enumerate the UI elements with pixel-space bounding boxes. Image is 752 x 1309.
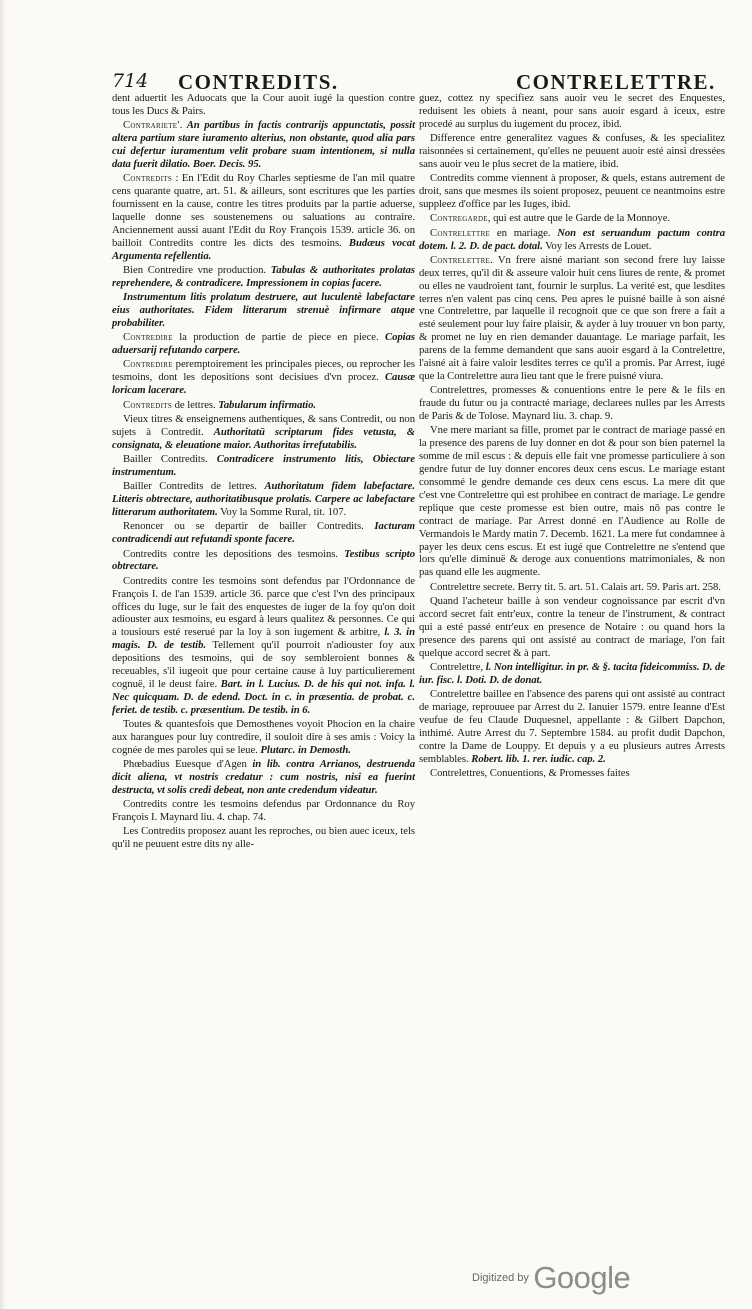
entry-paragraph xyxy=(112,520,415,546)
page-number: 714 xyxy=(112,70,149,92)
entry-paragraph xyxy=(419,767,725,780)
entry-paragraph xyxy=(419,581,725,594)
entry-paragraph xyxy=(112,798,415,824)
entry-text: guez, cottez ny specifiez sans auoir veu le secret des Enquestes, reduisent les obiets à neant, pour sans auoir esgard à iceux, estre procedé au surplus du iugement du procez, ibid. xyxy=(419,92,725,130)
entry-paragraph xyxy=(112,399,415,412)
latin-citation: Robert. lib. 1. rer. iudic. cap. 2. xyxy=(471,752,606,765)
entry-text: peremptoirement les principales pieces, ou reprocher les tesmoins, dont les depositions sont decisiues d'vn procez. xyxy=(112,358,415,384)
latin-citation: An partibus in factis contrarijs appunctatis, possit altera partium stare iuramento alterius, non obstante, quod alia pars cui defertur iuramentum velit probare suam intentionem, si nulla data fuerit dilatio. Boer. Decis. 95. xyxy=(112,119,415,170)
latin-citation: Budæus vocat Argumenta refellentia. xyxy=(112,236,415,262)
entry-headword: Contrelettre xyxy=(430,226,491,239)
latin-citation: Bart. in l. Lucius. D. de his qui not. infa. l. Nec quicquam. D. de edend. Doct. in c. in præsentia. de probat. c. feriet. de testib. c. præsentium. De testib. in 6. xyxy=(112,677,415,716)
entry-headword: Contredits xyxy=(123,398,173,411)
entry-paragraph xyxy=(112,575,415,717)
digitized-by-google-watermark xyxy=(472,1260,630,1296)
entry-text: Les Contredits proposez auant les reproches, ou bien auec iceux, tels qu'il ne peuuent estre dits ny alle- xyxy=(112,825,415,851)
entry-headword: Contredire xyxy=(123,331,173,344)
entry-paragraph xyxy=(112,358,415,397)
entry-text: Contredits contre les depositions des tesmoins. xyxy=(123,547,345,560)
entry-paragraph xyxy=(112,172,415,262)
entry-paragraph xyxy=(112,264,415,290)
entry-paragraph xyxy=(112,119,415,171)
google-logo: Google xyxy=(533,1260,631,1295)
entry-text: Bailler Contredits. xyxy=(123,452,217,465)
entry-text: Contredits contre les tesmoins sont defendus par l'Ordonnance de François I. de l'an 1539. article 36. parce que c'est l'vn des principaux offices du Iuge, sur le fait des enquestes de iuger de la foy qu'on doit adiouster aux tesmoins, eu esgard à leurs qualitez & personnes. Ce qui a tousiours esté reserué par la loy à son iugement & arbitre, xyxy=(112,574,415,639)
entry-text: de lettres. xyxy=(172,398,219,411)
latin-citation: Iacturam contradicendi aut refutandi sponte facere. xyxy=(112,520,415,546)
left-column xyxy=(112,92,415,853)
entry-text: Quand l'acheteur baille à son vendeur cognoissance par escrit d'vn accord secret fait entr'eux, contre la teneur de l'instrument, & contract qui a esté passé entr'eux en presence de Notaire : ou quand hors la presence des parens qui ont assisté au contract de mariage, l'on fait quelque accord secret & à part. xyxy=(419,594,725,659)
entry-text: Voy les Arrests de Louet. xyxy=(542,239,652,252)
entry-text: dent aduertit les Aduocats que la Cour auoit iugé la question contre tous les Ducs & Pairs. xyxy=(112,92,415,117)
latin-citation: Testibus scripto obtrectare. xyxy=(112,547,415,573)
entry-text: Contrelettres, Conuentions, & Promesses faites xyxy=(430,766,630,779)
entry-paragraph xyxy=(419,227,725,253)
entry-text: Contrelettre baillee en l'absence des parens qui ont assisté au contract de mariage, reprouuee par Arrest du 2. Ianuier 1579. entre Ieanne d'Est veufue de feu Claude Duquesnel, appellante : & Gilbert Dapchon, inthimé. Autre Arrest du 7. Septembre 1584. au profit dudit Dapchon, contre la Dame de Louppy. Et depuis y a eu plusieurs autres Arrests semblables. xyxy=(419,688,725,765)
entry-paragraph xyxy=(419,132,725,171)
latin-citation: Authoritatum fidem labefactare. Litteris obtrectare, authoritatibusque prolatis. Carpere ac labefactare litterarum authoritatem. xyxy=(112,480,415,518)
entry-headword: Contregarde xyxy=(430,212,488,225)
entry-text: Contrelettres, promesses & conuentions entre le pere & le fils en fraude du futur ou ja contracté mariage, declarees nulles par les Arrests de Paris & de Tolose. Maynard liu. 3. chap. 9. xyxy=(419,384,725,423)
latin-citation: Instrumentum litis prolatum destruere, aut luculentè labefactare eius authoritates. Fidem litterarum strenuè infirmare atque probabiliter. xyxy=(112,291,415,329)
entry-text: Toutes & quantesfois que Demosthenes voyoit Phocion en la chaire aux harangues pour luy contredire, il souloit dire à ses amis : Voicy la cognée de mes paroles qui se leue. xyxy=(112,718,415,756)
entry-text: Phœbadius Euesque d'Agen xyxy=(123,758,253,771)
entry-text: Difference entre generalitez vagues & confuses, & les specialitez raisonnées si certainement, qu'elles ne peuuent auoir esté ainsi dressées sans auoir veu le plus secret de la matiere, ibid. xyxy=(419,132,725,170)
entry-text: Contredits comme viennent à proposer, & quels, estans autrement de droit, sans que mesmes ils soient proposez, peuuent ce neantmoins estre suppleez d'office par les Iuges, ibid. xyxy=(419,172,725,211)
entry-paragraph xyxy=(112,453,415,479)
entry-text: Tellement qu'il pourroit n'adiouster foy aux depositions des tesmoins, qui de soy sembleroient bonnes & receuables, s'il iugeoit que pour certaine cause à luy particulierement cognuë, il le deust faire. xyxy=(112,639,416,690)
entry-paragraph xyxy=(112,413,415,452)
latin-citation: Plutarc. in Demosth. xyxy=(260,743,351,756)
entry-paragraph xyxy=(419,661,725,687)
latin-citation: Tabularum infirmatio. xyxy=(218,398,317,411)
entry-paragraph xyxy=(419,688,725,765)
entry-headword: Contredire xyxy=(123,358,173,371)
entry-text: Voy la Somme Rural, tit. 107. xyxy=(217,506,347,518)
entry-text: Vne mere mariant sa fille, promet par le contract de mariage passé en la presence des parens de luy donner en dot & pour son bien paternel la somme de mil escus : & depuis elle fait vne promesse particuliere à son gendre futur de luy donner encores deux cens escus. Le mariage estant consommé le gendre demande ces deux cens escus. La mere dit que c'est vne Contrelettre qui est prohibee en contract de mariage. Le gendre replique que ceste promesse est bien outre, mais nō pas contre le contract de mariage. Par Arrest donné en l'Audience au Rolle de Vermandois le Mardy matin 7. Decemb. 1621. La mere fut condamnee à payer les deux cens escus. Et est iugé que Contrelettre ne s'entend que lors qu'elle diminuë & deroge aux conuentions matrimoniales, & non pas quand elle les augmente. xyxy=(419,424,725,579)
entry-text: Bien Contredire vne production. xyxy=(123,263,271,276)
entry-paragraph xyxy=(112,331,415,357)
entry-text: , qui est autre que le Garde de la Monnoye. xyxy=(487,212,671,225)
entry-headword: Contrariete'. xyxy=(123,119,183,132)
latin-citation: l. Non intelligitur. in pr. & §. tacita fideicommiss. D. de iur. fisc. l. Doti. D. de donat. xyxy=(419,660,726,686)
entry-paragraph xyxy=(112,825,415,851)
latin-citation: Authoritatū scriptarum fides vetusta, & consignata, & eleuatione maior. Authoritas irrefutabilis. xyxy=(112,425,415,451)
entry-text: Contredits contre les tesmoins defendus par Ordonnance du Roy François I. Maynard liu. 4. chap. 74. xyxy=(112,798,415,824)
entry-paragraph xyxy=(112,758,415,797)
entry-text: la production de partie de piece en piece. xyxy=(172,331,385,344)
latin-citation: Causæ loricam lacerare. xyxy=(112,371,415,397)
entry-text: en mariage. xyxy=(490,226,558,239)
entry-paragraph xyxy=(419,254,725,383)
entry-paragraph xyxy=(112,291,415,330)
entry-paragraph xyxy=(112,718,415,757)
latin-citation: Tabulas & authoritates prolatas reprehendere, & contradicere. Impressionem in copias facere. xyxy=(112,263,415,289)
entry-headword: Contredits xyxy=(123,172,173,185)
entry-text: Vieux titres & enseignemens authentiques, & sans Contredit, ou non sujets à Contredit. xyxy=(112,412,415,438)
entry-paragraph xyxy=(112,92,415,118)
entry-paragraph xyxy=(419,384,725,423)
running-head-left: CONTREDITS. xyxy=(178,70,339,94)
entry-paragraph xyxy=(419,595,725,660)
entry-headword: Contrelettre. xyxy=(430,253,494,266)
latin-citation: Contradicere instrumento litis, Obiectare instrumentum. xyxy=(112,452,415,478)
entry-text: Contrelettre secrete. Berry tit. 5. art. 51. Calais art. 59. Paris art. 258. xyxy=(430,580,721,593)
latin-citation: Copias aduersarij refutando carpere. xyxy=(112,331,415,357)
entry-text: Renoncer ou se departir de bailler Contredits. xyxy=(123,520,375,533)
entry-text: Vn frere aisné mariant son second frere luy laisse deux terres, qu'il dit & asseure valoir huit cens liures de rente, & promet ou elles ne vaudroient tant, fournir le surplus. La verité est, que lesdites terres n'en valent pas cinq cens. Peu apres le puisné baille à son aisné vne Contrelettre, par laquelle il recognoit que ce que son frere a fait a esté seulement pour luy faire plaisir, & ayder à luy trouuer vn bon party, & promet ne luy en rien demander dauantage. Le mariage parfait, les parens de la femme demandent que sans auoir esgard à la Contrelettre, l'aisné ait à faire valoir lesdites terres ce qu'il a promis. Par Arrest, iugé que la Contrelettre aura lieu tant que le frere puisné viura. xyxy=(419,253,725,382)
running-head-right: CONTRELETTRE. xyxy=(516,70,716,94)
entry-text: Bailler Contredits de lettres. xyxy=(123,480,265,493)
digitized-by-label: Digitized by xyxy=(472,1272,529,1284)
entry-paragraph xyxy=(419,212,725,225)
entry-paragraph xyxy=(419,92,725,131)
entry-paragraph xyxy=(419,424,725,579)
entry-paragraph xyxy=(112,548,415,574)
latin-citation: Non est seruandum pactum contra dotem. l. 2. D. de pact. dotal. xyxy=(419,226,725,252)
entry-text: : En l'Edit du Roy Charles septiesme de l'an mil quatre cens quarante quatre, art. 51. & ailleurs, sont escritures que les parties fournissent en la cause, contre les titres produits par la partie aduerse, laquelle donne ses soustenemens ou saluations au contraire. Anciennement aussi auant l'Edit du Roy François 1539. article 36. on bailloit Contredits contre les dicts des tesmoins. xyxy=(112,172,415,249)
latin-citation: l. 3. in magis. D. de testib. xyxy=(112,626,415,652)
right-column xyxy=(419,92,725,781)
latin-citation: in lib. contra Arrianos, destruenda dicit aliena, vt nostris credatur : cum nostris, nisi ea fuerint destructa, vt solis credi debeat, non ante credendum videatur. xyxy=(112,758,415,796)
entry-paragraph xyxy=(112,480,415,519)
entry-paragraph xyxy=(419,172,725,211)
entry-text: Contrelettre, xyxy=(430,660,486,673)
page-edge-shadow xyxy=(0,0,6,1309)
